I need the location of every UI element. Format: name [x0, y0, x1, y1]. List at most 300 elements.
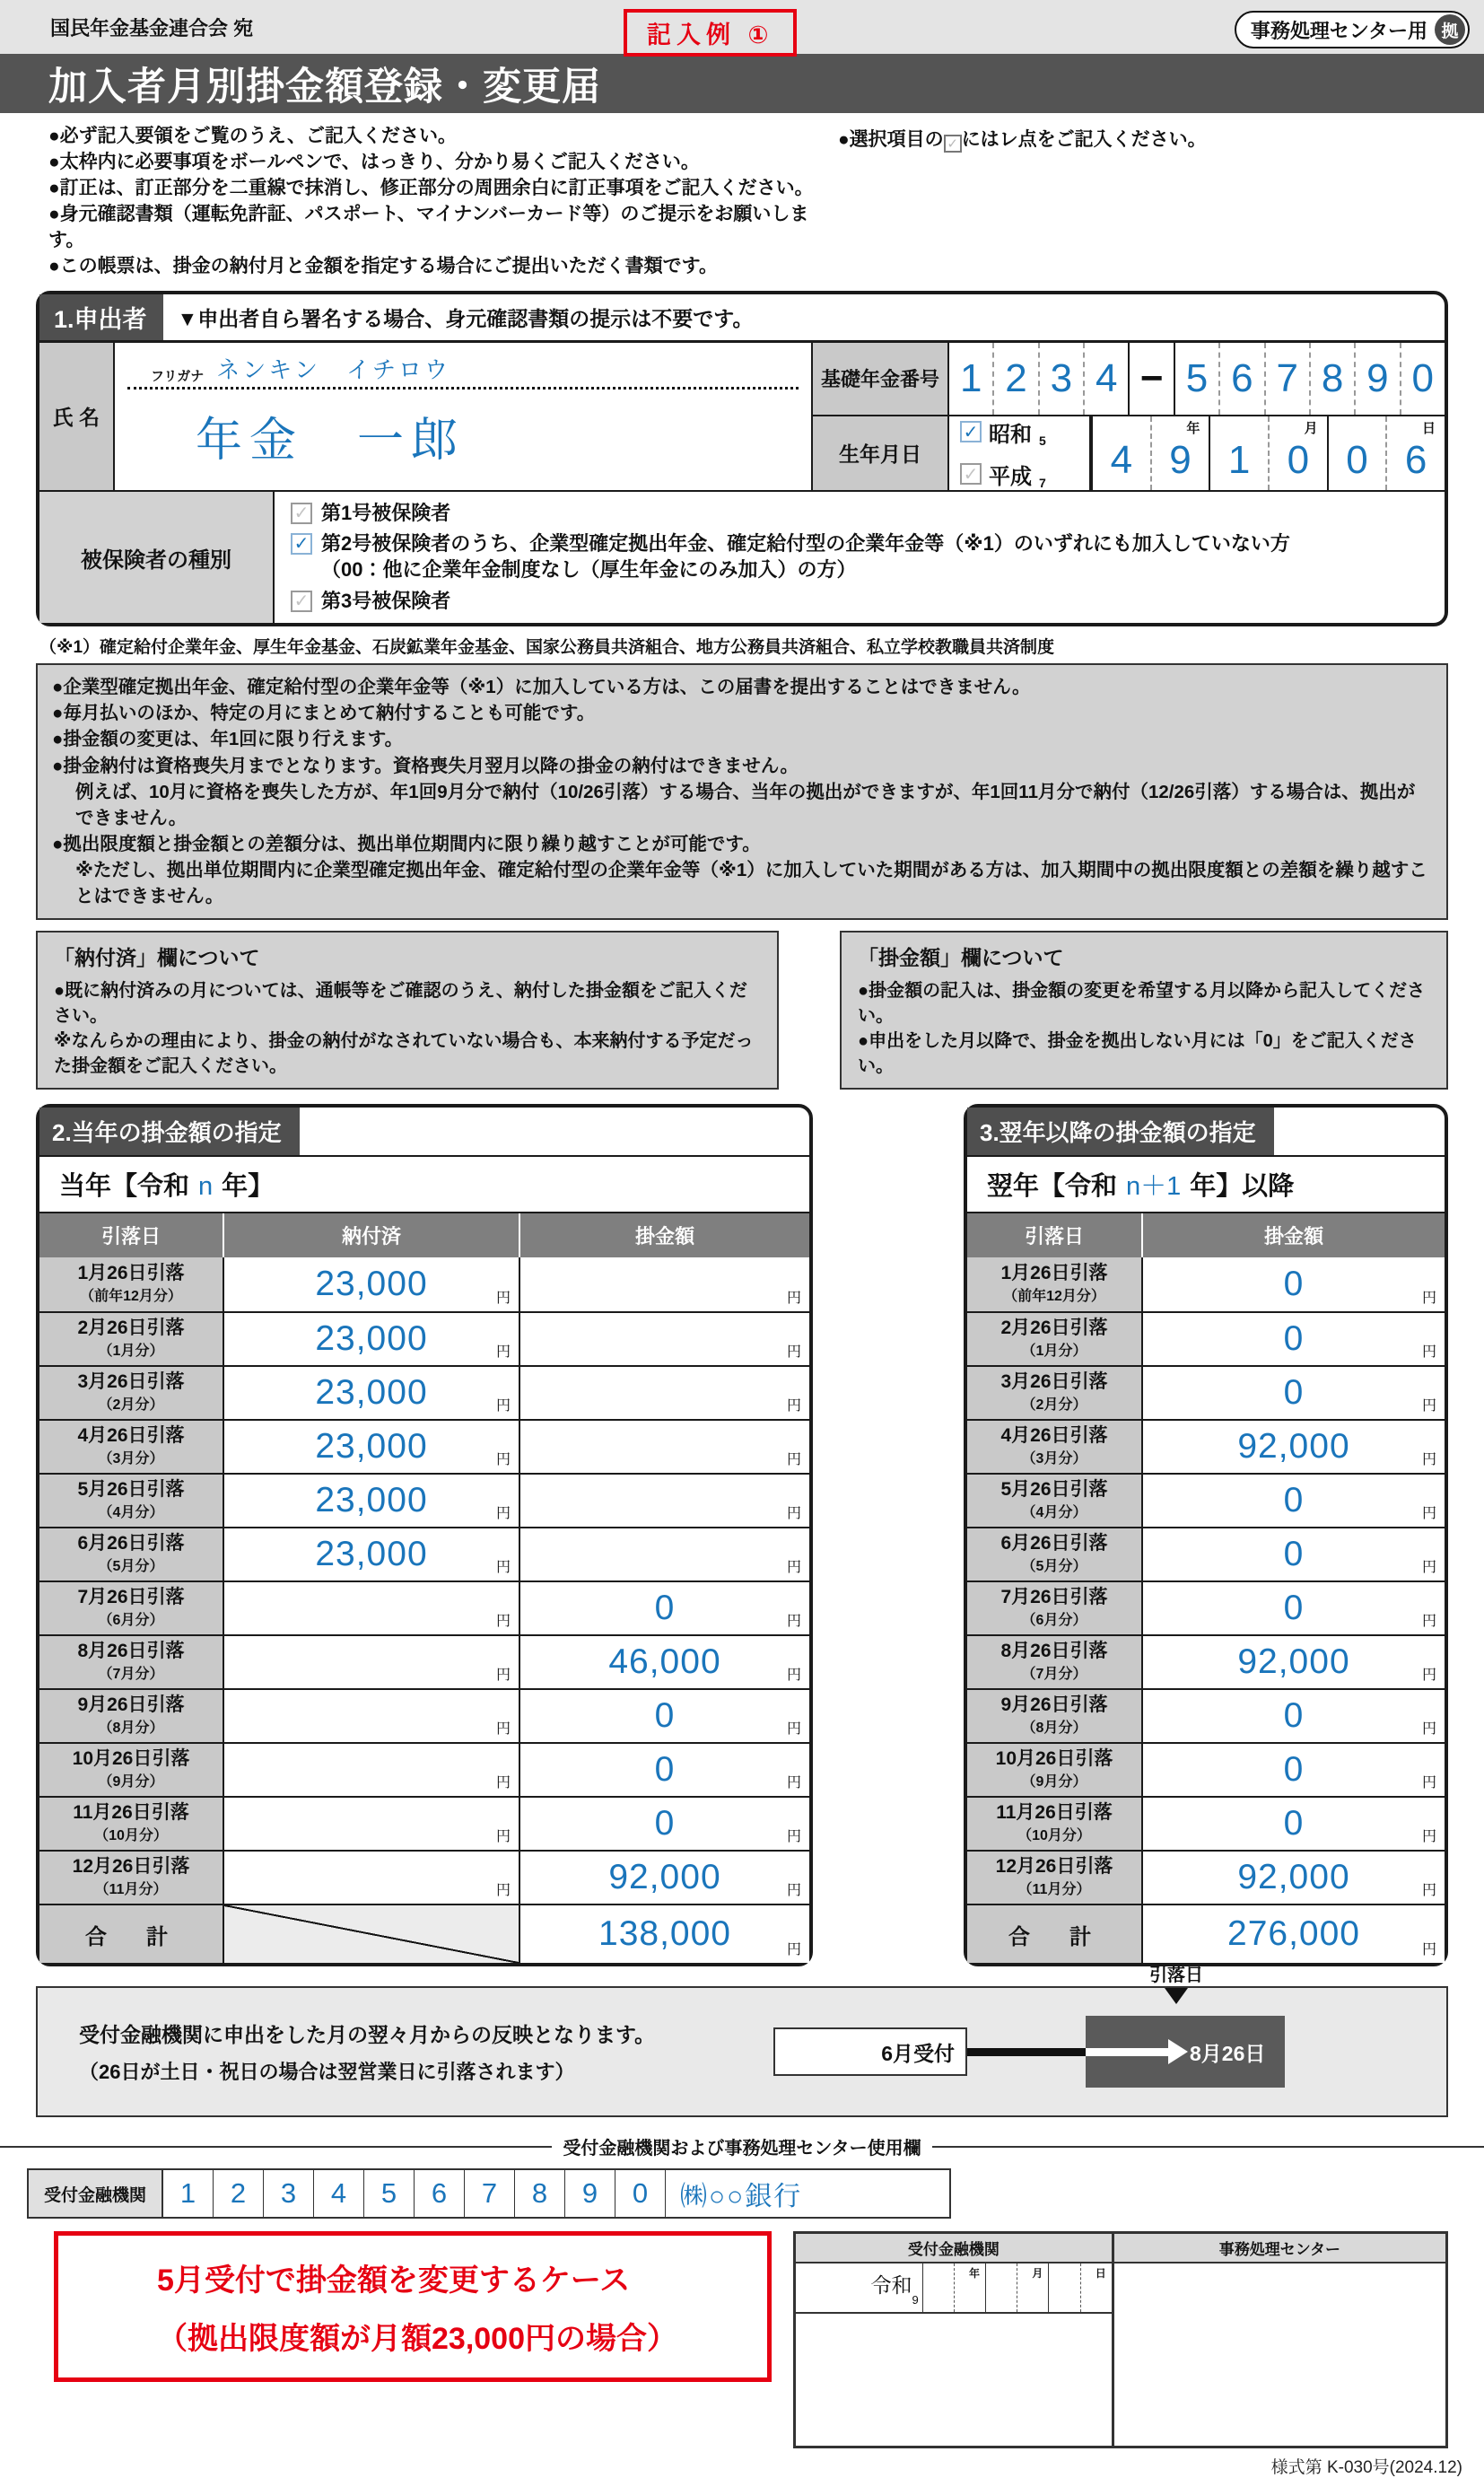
- contribution-amount-cell[interactable]: [1143, 1313, 1445, 1365]
- paid-help-line: ●既に納付済みの月については、通帳等をご確認のうえ、納付した掛金額をご記入ください。: [54, 981, 747, 1027]
- bank-name-value[interactable]: ㈱○○銀行: [680, 2182, 803, 2212]
- era-option[interactable]: [960, 459, 1089, 490]
- yen-unit: 円: [495, 1668, 511, 1684]
- contribution-amount-cell[interactable]: [520, 1475, 809, 1527]
- insured-type-label: 被保険者の種別: [39, 492, 275, 623]
- yen-unit: 円: [495, 1614, 511, 1630]
- timeline-end-box: [1086, 1966, 1285, 2088]
- note-line: ●毎月払いのほか、特定の月にまとめて納付することも可能です。: [52, 703, 596, 724]
- yen-unit: 円: [1421, 1452, 1436, 1468]
- yen-unit: 円: [786, 1398, 801, 1414]
- pickup-month: （3月分）: [1021, 1451, 1087, 1467]
- office-date-unit: 年: [969, 2267, 981, 2281]
- contribution-amount-value: 92,000: [608, 1858, 721, 1897]
- pickup-month: （1月分）: [98, 1344, 164, 1359]
- case-note-line1: 5月受付で掛金額を変更するケース: [157, 2263, 631, 2298]
- col-header-amount: 掛金額: [1263, 1225, 1323, 1248]
- total-paid-strikethrough-cell: [224, 1905, 520, 1963]
- pension-digit-cell[interactable]: 9: [1354, 343, 1399, 415]
- paid-help-line: ※なんらかの理由により、掛金の納付がなされていない場合も、本来納付する予定だった掛金額をご記入ください。: [54, 1031, 754, 1077]
- pickup-date: 9月26日引落: [77, 1694, 185, 1716]
- name-label: 氏 名: [39, 343, 115, 490]
- reflection-line1: 受付金融機関に申出をした月の翌々月からの反映となります。: [79, 2023, 656, 2047]
- office-use-pill: [1235, 11, 1470, 48]
- pickup-month: （前年12月分）: [80, 1289, 182, 1304]
- current-year-suffix: 年】: [222, 1172, 275, 1202]
- pickup-date-cell: [967, 1690, 1143, 1742]
- insured-option-line1: 第3号被保険者: [321, 589, 451, 612]
- contribution-amount-value: 0: [1283, 1696, 1305, 1736]
- insured-option-text: [321, 589, 450, 615]
- office-use-table-head: [796, 2234, 1445, 2263]
- section-next-year: [964, 1104, 1448, 1966]
- contribution-row: [967, 1634, 1445, 1688]
- pickup-date-cell: [39, 1744, 224, 1796]
- birthdate-digit[interactable]: 0: [1346, 437, 1368, 482]
- yen-unit: 円: [495, 1560, 511, 1576]
- contribution-row: [967, 1473, 1445, 1527]
- contribution-amount-cell[interactable]: [1143, 1367, 1445, 1419]
- contribution-amount-cell[interactable]: [520, 1852, 809, 1904]
- insured-option[interactable]: [291, 589, 1428, 615]
- birthdate-group[interactable]: [1091, 416, 1209, 490]
- birthdate-digit[interactable]: 6: [1385, 416, 1445, 490]
- yen-unit: 円: [495, 1829, 511, 1845]
- contribution-row: [39, 1311, 809, 1365]
- contribution-amount-value: 0: [654, 1696, 676, 1736]
- instruction-item: ●太枠内に必要事項をボールペンで、はっきり、分かり易くご記入ください。: [48, 151, 700, 172]
- current-year-title: [39, 1157, 809, 1213]
- pension-digit-cell[interactable]: 8: [1309, 343, 1354, 415]
- pickup-date-cell: [39, 1313, 224, 1365]
- paid-amount-cell[interactable]: [224, 1367, 520, 1419]
- paid-amount-value: 23,000: [315, 1481, 428, 1520]
- page-header: [0, 0, 1484, 54]
- case-note-line2: （拠出限度額が月額23,000円の場合）: [157, 2322, 677, 2357]
- contribution-row: [39, 1742, 809, 1796]
- pickup-date: 10月26日引落: [72, 1748, 190, 1770]
- contribution-amount-value: 0: [1283, 1319, 1305, 1359]
- bank-code-cells: [163, 2170, 666, 2217]
- insured-option[interactable]: [291, 531, 1428, 582]
- contribution-amount-cell[interactable]: [1143, 1421, 1445, 1473]
- pickup-month: （11月分）: [1017, 1882, 1091, 1897]
- contribution-amount-cell[interactable]: [1143, 1852, 1445, 1904]
- pickup-date-cell: [967, 1421, 1143, 1473]
- pickup-date: 5月26日引落: [1000, 1479, 1108, 1501]
- paid-amount-cell[interactable]: [224, 1690, 520, 1742]
- total-amount-value: 138,000: [598, 1914, 731, 1954]
- pickup-date: 3月26日引落: [1000, 1371, 1108, 1393]
- bottom-area: [18, 2231, 1448, 2448]
- note-line: 例えば、10月に資格を喪失した方が、年1回9月分で納付（10/26引落）する場合、当年の拠出ができますが、年1回11月分で納付（12/26引落）する場合は、拠出ができません。: [75, 781, 1416, 828]
- birthdate-label: 生年月日: [813, 416, 949, 490]
- contribution-tables: [36, 1104, 1448, 1966]
- pension-digit-cell[interactable]: 2: [992, 343, 1037, 415]
- office-ymd-cells: [922, 2263, 1112, 2312]
- applicant-main: [39, 343, 1445, 490]
- note-line: ●掛金納付は資格喪失月までとなります。資格喪失月翌月以降の掛金の納付はできません。: [52, 755, 799, 776]
- bank-digit-cell[interactable]: 8: [515, 2170, 565, 2217]
- pickup-date-cell: [967, 1744, 1143, 1796]
- section-applicant: [36, 291, 1448, 626]
- total-label: 合 計: [39, 1905, 224, 1963]
- pickup-month: （5月分）: [1021, 1559, 1087, 1574]
- current-table-head: [39, 1213, 809, 1257]
- era-label: 平成: [989, 464, 1032, 489]
- pension-number-row: [813, 343, 1445, 416]
- contribution-amount-value: 0: [1283, 1804, 1305, 1843]
- pickup-month: （9月分）: [98, 1774, 164, 1790]
- office-date-digit[interactable]: [923, 2263, 954, 2312]
- timeline-above: [1077, 1960, 1276, 2004]
- pickup-date: 4月26日引落: [77, 1425, 185, 1447]
- pickup-date-cell: [967, 1313, 1143, 1365]
- office-use-divider: [0, 2133, 1484, 2159]
- yen-unit: 円: [786, 1883, 801, 1899]
- example-badge: 記入例 ①: [624, 9, 797, 57]
- current-year-prefix: 当年【令和: [59, 1172, 190, 1202]
- office-use-table-body: [796, 2263, 1445, 2446]
- birthdate-group[interactable]: [1209, 416, 1326, 490]
- yen-unit: 円: [786, 1344, 801, 1361]
- insured-option-line2: （00：他に企業年金制度なし（厚生年金にのみ加入）の方）: [321, 558, 857, 581]
- contribution-amount-cell[interactable]: [1143, 1636, 1445, 1688]
- yen-unit: 円: [495, 1775, 511, 1791]
- yen-unit: 円: [1421, 1829, 1436, 1845]
- pickup-month: （5月分）: [98, 1559, 164, 1574]
- pickup-date: 11月26日引落: [996, 1802, 1113, 1824]
- bank-digit-cell[interactable]: 0: [615, 2170, 666, 2217]
- next-table-body: [967, 1257, 1445, 1963]
- paid-amount-cell[interactable]: [224, 1528, 520, 1580]
- instruction-item: ●必ず記入要領をご覧のうえ、ご記入ください。: [48, 126, 457, 146]
- pickup-date-cell: [967, 1798, 1143, 1850]
- pickup-date-cell: [39, 1636, 224, 1688]
- era-checkbox[interactable]: ✓: [960, 463, 982, 485]
- timeline-connector: [967, 2048, 1086, 2056]
- name-area: [39, 343, 813, 490]
- furigana-field[interactable]: [127, 343, 799, 390]
- pickup-month: （10月分）: [94, 1828, 168, 1843]
- pickup-month: （6月分）: [1021, 1613, 1087, 1628]
- pickup-month: （8月分）: [1021, 1721, 1087, 1736]
- pickup-date-cell: [967, 1475, 1143, 1527]
- office-use-divider-label: 受付金融機関および事務処理センター使用欄: [563, 2139, 921, 2159]
- yen-unit: 円: [1421, 1506, 1436, 1522]
- page-title: 加入者月別掛金額登録・変更届: [48, 65, 601, 109]
- office-date-group[interactable]: [1048, 2263, 1111, 2312]
- next-year-suffix: 年】以降: [1190, 1172, 1295, 1202]
- contribution-amount-value: 92,000: [1237, 1642, 1350, 1682]
- contribution-row: [967, 1365, 1445, 1419]
- era-sub-number: 5: [1039, 433, 1046, 448]
- contribution-row: [967, 1580, 1445, 1634]
- contribution-amount-value: 0: [1283, 1750, 1305, 1790]
- bank-code-row: [27, 2168, 951, 2219]
- insured-option[interactable]: [291, 501, 1428, 527]
- office-date-group[interactable]: [922, 2263, 985, 2312]
- pickup-month: （1月分）: [1021, 1344, 1087, 1359]
- contribution-amount-cell[interactable]: [520, 1582, 809, 1634]
- era-options: [949, 416, 1091, 490]
- contribution-row: [39, 1257, 809, 1311]
- contribution-amount-cell[interactable]: [1143, 1744, 1445, 1796]
- furigana-value: ネンキン イチロウ: [216, 355, 451, 383]
- contribution-amount-cell[interactable]: [520, 1636, 809, 1688]
- contribution-amount-cell[interactable]: [520, 1421, 809, 1473]
- insured-checkbox[interactable]: ✓: [291, 503, 312, 524]
- yen-unit: 円: [1421, 1883, 1436, 1899]
- office-col-bank: 受付金融機関: [796, 2234, 1114, 2262]
- pickup-date: 2月26日引落: [1000, 1318, 1108, 1339]
- bank-digit-cell[interactable]: 5: [364, 2170, 415, 2217]
- yen-unit: 円: [786, 1668, 801, 1684]
- era-sub-number: 7: [1039, 475, 1046, 490]
- yen-unit: 円: [495, 1291, 511, 1307]
- pickup-date: 3月26日引落: [77, 1371, 185, 1393]
- paid-amount-cell[interactable]: [224, 1582, 520, 1634]
- office-date-group[interactable]: [985, 2263, 1048, 2312]
- total-row: [967, 1904, 1445, 1963]
- yen-unit: 円: [786, 1942, 801, 1958]
- instruction-select-prefix: ●選択項目の: [838, 129, 944, 150]
- pickup-date: 7月26日引落: [77, 1587, 185, 1608]
- name-value-field[interactable]: 年金 一郎: [196, 414, 466, 467]
- paid-column-help-box: [36, 931, 779, 1090]
- contribution-amount-cell[interactable]: [1143, 1257, 1445, 1311]
- bank-code-label: 受付金融機関: [29, 2170, 163, 2217]
- contribution-row: [967, 1796, 1445, 1850]
- furigana-label: フリガナ: [151, 368, 205, 384]
- next-year-n: n＋1: [1126, 1172, 1182, 1202]
- contribution-amount-value: 0: [654, 1804, 676, 1843]
- contribution-amount-cell[interactable]: [520, 1257, 809, 1311]
- contribution-amount-cell[interactable]: [520, 1798, 809, 1850]
- paid-amount-value: 23,000: [315, 1319, 428, 1359]
- office-era-label: 令和: [870, 2273, 912, 2298]
- pickup-date-cell: [39, 1852, 224, 1904]
- pickup-month: （7月分）: [1021, 1667, 1087, 1682]
- paid-amount-cell[interactable]: [224, 1475, 520, 1527]
- total-amount-cell: [520, 1905, 809, 1963]
- sample-checkbox-icon: ✓: [944, 135, 962, 153]
- office-use-table: [793, 2231, 1448, 2448]
- pickup-date: 12月26日引落: [72, 1856, 190, 1878]
- birthdate-digit[interactable]: 1: [1227, 437, 1251, 482]
- bank-digit-cell[interactable]: 7: [465, 2170, 515, 2217]
- pension-digit-cell[interactable]: 1: [959, 355, 982, 400]
- office-date-digit[interactable]: [986, 2263, 1017, 2312]
- pickup-date: 6月26日引落: [1000, 1533, 1108, 1554]
- pickup-month: （6月分）: [98, 1613, 164, 1628]
- office-date-row[interactable]: [796, 2263, 1112, 2314]
- office-date-digit[interactable]: [1049, 2263, 1079, 2312]
- contribution-amount-cell[interactable]: [520, 1744, 809, 1796]
- current-year-tab: 2.当年の掛金額の指定: [39, 1108, 300, 1155]
- pickup-date: 6月26日引落: [77, 1533, 185, 1554]
- pension-digit-cell[interactable]: 6: [1218, 343, 1263, 415]
- contribution-amount-value: 0: [1283, 1589, 1305, 1628]
- insured-option-line1: 第2号被保険者のうち、企業型確定拠出年金、確定給付型の企業年金等（※1）のいずれにも加入していない方: [321, 532, 1290, 556]
- paid-column-help-lines: [54, 978, 761, 1079]
- pickup-date: 4月26日引落: [1000, 1425, 1108, 1447]
- current-year-header: [39, 1108, 809, 1157]
- paid-amount-value: 23,000: [315, 1265, 428, 1304]
- contribution-amount-cell[interactable]: [1143, 1582, 1445, 1634]
- contribution-row: [39, 1634, 809, 1688]
- pension-birth-area: [813, 343, 1445, 490]
- pickup-date-cell: [967, 1636, 1143, 1688]
- reflection-line2: （26日が土日・祝日の場合は翌営業日に引落されます）: [79, 2061, 575, 2084]
- note-line: ●掛金額の変更は、年1回に限り行えます。: [52, 729, 404, 750]
- contribution-amount-cell[interactable]: [1143, 1475, 1445, 1527]
- birthdate-group[interactable]: [1327, 416, 1445, 490]
- yen-unit: 円: [495, 1452, 511, 1468]
- contribution-amount-cell[interactable]: [1143, 1528, 1445, 1580]
- contribution-amount-cell[interactable]: [520, 1690, 809, 1742]
- paid-amount-value: 23,000: [315, 1427, 428, 1467]
- contribution-amount-cell[interactable]: [1143, 1798, 1445, 1850]
- debit-day-label: 引落日: [1149, 1966, 1203, 1986]
- section-applicant-tab: 1.申出者: [39, 294, 163, 340]
- yen-unit: 円: [786, 1614, 801, 1630]
- yen-unit: 円: [1421, 1291, 1436, 1307]
- contribution-row: [967, 1311, 1445, 1365]
- contribution-amount-cell[interactable]: [520, 1528, 809, 1580]
- insured-option-line1: 第1号被保険者: [321, 501, 451, 524]
- paid-amount-value: 23,000: [315, 1535, 428, 1574]
- contribution-amount-cell[interactable]: [1143, 1690, 1445, 1742]
- section-current-year: [36, 1104, 813, 1966]
- insured-option-text: [321, 501, 450, 527]
- contribution-row: [967, 1688, 1445, 1742]
- contribution-amount-cell[interactable]: [520, 1367, 809, 1419]
- contribution-amount-cell[interactable]: [520, 1313, 809, 1365]
- pickup-month: （10月分）: [1017, 1828, 1091, 1843]
- yen-unit: 円: [1421, 1721, 1436, 1738]
- era-option[interactable]: [960, 416, 1089, 448]
- timeline-arrow-head-icon: [1168, 2039, 1188, 2064]
- col-header-date: 引落日: [967, 1213, 1143, 1257]
- insured-checkbox[interactable]: ✓: [291, 591, 312, 612]
- pension-digit-cell[interactable]: 3: [1038, 343, 1083, 415]
- pension-digit-cell[interactable]: 5: [1185, 355, 1209, 400]
- contribution-row: [39, 1796, 809, 1850]
- contribution-amount-value: 0: [1283, 1535, 1305, 1574]
- paid-amount-cell[interactable]: [224, 1798, 520, 1850]
- bank-digit-cell[interactable]: 6: [415, 2170, 465, 2217]
- pickup-date-cell: [967, 1528, 1143, 1580]
- paid-amount-value: 23,000: [315, 1373, 428, 1413]
- note-line: ●拠出限度額と掛金額との差額分は、拠出単位期間内に限り繰り越すことが可能です。: [52, 833, 761, 854]
- birthdate-digit[interactable]: 4: [1110, 437, 1133, 482]
- era-checkbox[interactable]: ✓: [960, 421, 982, 442]
- down-triangle-icon: [1165, 1988, 1188, 2004]
- pension-digit-cell[interactable]: 7: [1264, 343, 1309, 415]
- pickup-date: 11月26日引落: [73, 1802, 189, 1824]
- pickup-date: 1月26日引落: [77, 1263, 185, 1284]
- pickup-date: 10月26日引落: [995, 1748, 1113, 1770]
- paid-amount-cell[interactable]: [224, 1636, 520, 1688]
- office-center-column: [1114, 2263, 1445, 2446]
- col-header-amount: 掛金額: [634, 1225, 694, 1248]
- insured-checkbox[interactable]: ✓: [291, 533, 312, 555]
- amount-column-help-box: [840, 931, 1448, 1090]
- paid-amount-cell[interactable]: [224, 1744, 520, 1796]
- pickup-date: 5月26日引落: [77, 1479, 185, 1501]
- pickup-date-cell: [39, 1690, 224, 1742]
- paid-amount-cell[interactable]: [224, 1852, 520, 1904]
- yen-unit: 円: [495, 1506, 511, 1522]
- reflection-text: [38, 2018, 773, 2085]
- bank-digit-cell[interactable]: 4: [314, 2170, 364, 2217]
- birthdate-unit: 月: [1304, 420, 1318, 436]
- bank-digit-cell[interactable]: 1: [163, 2170, 214, 2217]
- timeline-end-date: 8月26日: [1190, 2041, 1266, 2065]
- pickup-date-cell: [39, 1421, 224, 1473]
- bank-digit-cell[interactable]: 3: [264, 2170, 314, 2217]
- contribution-row: [39, 1850, 809, 1904]
- pension-dash-cell: −: [1128, 343, 1174, 415]
- instruction-item: ●身元確認書類（運転免許証、パスポート、マイナンバーカード等）のご提示をお願いします。: [48, 203, 809, 250]
- total-amount-cell: [1143, 1905, 1445, 1963]
- paid-column-help-title: 「納付済」欄について: [54, 946, 260, 970]
- pickup-date: 9月26日引落: [1000, 1694, 1108, 1716]
- pickup-date-cell: [967, 1582, 1143, 1634]
- paid-amount-cell[interactable]: [224, 1313, 520, 1365]
- birthdate-digit[interactable]: 0: [1268, 416, 1327, 490]
- pickup-month: （2月分）: [1021, 1397, 1087, 1413]
- yen-unit: 円: [786, 1452, 801, 1468]
- total-label: 合 計: [967, 1905, 1143, 1963]
- insured-option-text: [321, 531, 1290, 582]
- pension-digit-cell[interactable]: 4: [1083, 343, 1128, 415]
- pension-digit-cell[interactable]: 0: [1400, 343, 1445, 415]
- pickup-month: （2月分）: [98, 1397, 164, 1413]
- paid-amount-cell[interactable]: [224, 1421, 520, 1473]
- pickup-date-cell: [39, 1528, 224, 1580]
- total-amount-value: 276,000: [1227, 1914, 1360, 1954]
- yen-unit: 円: [495, 1398, 511, 1414]
- yen-unit: 円: [1421, 1344, 1436, 1361]
- bank-digit-cell[interactable]: 2: [214, 2170, 264, 2217]
- next-year-title: [967, 1157, 1445, 1213]
- pickup-date-cell: [39, 1367, 224, 1419]
- contribution-row: [39, 1365, 809, 1419]
- office-use-pill-label: 事務処理センター用: [1250, 19, 1427, 42]
- yen-unit: 円: [1421, 1398, 1436, 1414]
- yen-unit: 円: [1421, 1942, 1436, 1958]
- office-era-sub: 9: [912, 2293, 919, 2307]
- instruction-list: [48, 124, 838, 280]
- insured-type-row: [39, 490, 1445, 623]
- contribution-row: [39, 1473, 809, 1527]
- office-date-unit: 日: [1095, 2267, 1106, 2281]
- timeline-start-box: 6月受付: [773, 2027, 967, 2076]
- bank-digit-cell[interactable]: 9: [565, 2170, 615, 2217]
- office-bank-column: [796, 2263, 1114, 2446]
- pickup-date-cell: [39, 1257, 224, 1311]
- birthdate-digit[interactable]: 9: [1150, 416, 1209, 490]
- pickup-date: 12月26日引落: [995, 1856, 1113, 1878]
- yen-unit: 円: [1421, 1668, 1436, 1684]
- contribution-row: [967, 1527, 1445, 1580]
- pickup-month: （4月分）: [1021, 1505, 1087, 1520]
- contribution-amount-value: 0: [654, 1589, 676, 1628]
- paid-amount-cell[interactable]: [224, 1257, 520, 1311]
- pension-number-cells: [949, 343, 1445, 415]
